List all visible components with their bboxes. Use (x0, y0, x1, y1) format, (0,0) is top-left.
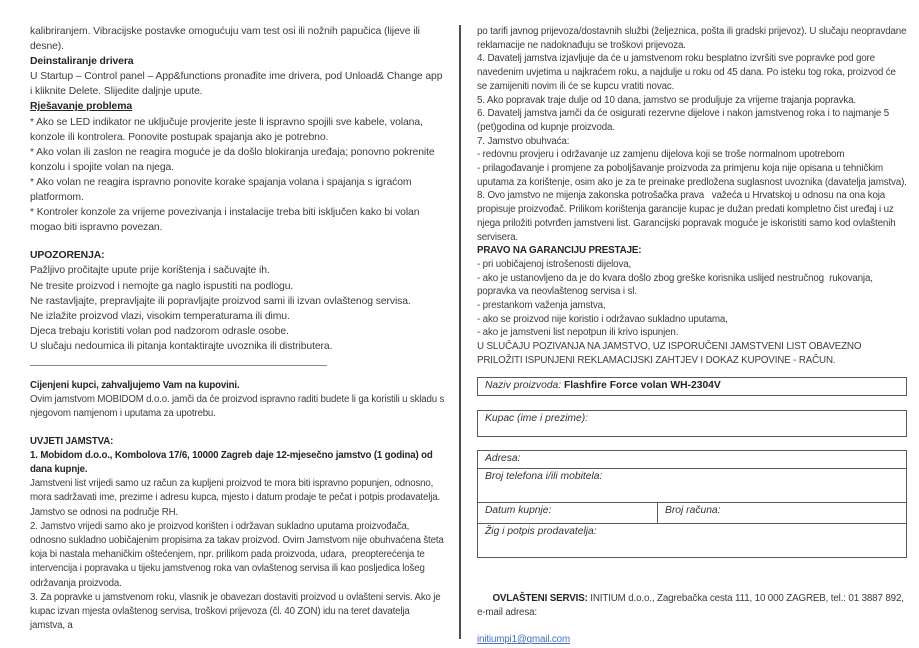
calibration-paragraph: kalibriranjem. Vibracijske postavke omogućuju vam test osi ili nožnih papučica (lijeve ili desne). (30, 26, 423, 53)
claim-notice: U SLUČAJU POZIVANJA NA JAMSTVO, UZ ISPORUČENI JAMSTVENI LIST OBAVEZNO PRILOŽITI ISPUNJENI REKLAMACIJSKI ZAHTJEV I DOKAZ KUPOVINE - RAČUN. (477, 341, 864, 366)
address-label: Adresa: (485, 452, 521, 464)
authorized-service-text: INITIUM d.o.o., Zagrebačka cesta 111, 10 000 ZAGREB, tel.: 01 3887 892, e-mail adresa: (477, 593, 907, 618)
authorized-service-section (477, 579, 907, 648)
warnings-heading: UPOZORENJA: (30, 250, 105, 262)
warranty-term-4: 4. Davatelj jamstva izjavljuje da će u jamstvenom roku besplatno izvršiti sve popravke pod gore navedenim uvjetima u najkraćem roku, a najdulje u roku od 45 dana. Po isteku tog roka, proizvod će se zamijeniti novim ili će se kupcu vratiti novac. (477, 53, 899, 92)
section-divider-line (30, 365, 327, 366)
invoice-number-label: Broj računa: (665, 504, 721, 516)
troubleshooting-item: * Ako volan ili zaslon ne reagira moguće je da došlo blokiranja uređaja; ponovno pokrenite konzolu i spojite volan na njega. (30, 146, 438, 173)
warranty-term-7-item: - prilagođavanje i promjene za poboljšavanje proizvoda za primjenu koja nije opisana u tehničkim uputama za korištenje, osim ako je za te preinake predložena suglasnost uvoznika (davatelja jamstva). (477, 163, 907, 188)
customer-name-field (477, 410, 907, 437)
troubleshooting-item: * Kontroler konzole za vrijeme povezivanja i instalacije treba biti isključen kako bi volan mogao biti ispravno povezan. (30, 207, 423, 234)
troubleshooting-item: * Ako volan ne reagira ispravno ponovite korake spajanja volana i spajanja s igraćom platformom. (30, 176, 415, 204)
product-name-field (477, 377, 907, 396)
address-field (478, 451, 906, 468)
warning-line: Djeca trebaju koristiti volan pod nadzorom odrasle osobe. (30, 325, 289, 337)
spacer (30, 422, 447, 435)
thanks-heading: Cijenjeni kupci, zahvaljujemo Vam na kupovini. (30, 379, 240, 391)
right-text-section (477, 25, 907, 368)
column-divider-line (459, 25, 461, 639)
stamp-signature-label: Žig i potpis prodavatelja: (485, 525, 597, 537)
spacer (30, 235, 447, 248)
warning-line: Ne rastavljajte, prepravljajte ili popravljajte proizvod sami ili izvan ovlaštenog servisa. (30, 295, 411, 307)
warranty-term-7-item: - redovnu provjeru i održavanje uz zamjenu dijelova koji se troše normalnom upotrebom (477, 149, 845, 161)
revocation-item: - pri uobičajenoj istrošenosti dijelova, (477, 258, 632, 270)
left-column (30, 24, 447, 633)
troubleshooting-item: * Ako se LED indikator ne uključuje provjerite jeste li ispravno spojili sve kabele, volana, konzole ili kontrolera. Ponovite postupak spajanja ako je potrebno. (30, 116, 426, 143)
revocation-item: - prestankom važenja jamstva, (477, 300, 606, 312)
warning-line: Ne tresite proizvod i nemojte ga naglo ispustiti na podlogu. (30, 280, 294, 292)
revocation-item: - ako se proizvod nije koristio i održavao sukladno uputama, (477, 313, 728, 325)
customer-name-label: Kupac (ime i prezime): (485, 412, 588, 424)
warranty-term-2: 2. Jamstvo vrijedi samo ako je proizvod korišten i održavan sukladno uputama proizvođača, odnosno sukladno uobičajenim propisima za takav proizvod. Ovim Jamstvom nije obuhvaćena šteta koja bi nastala mehaničkim oštećenjem, npr. prilikom pada proizvoda, udara, preopterećenja te intervencija i popravaka u tijeku jamstvenog roka van ovlaštenog servisa ili kao posljedica lošeg održavanja proizvoda. (30, 520, 447, 589)
product-name-label: Naziv proizvoda: (485, 379, 564, 391)
warranty-term-1-body: Jamstveni list vrijedi samo uz račun za kupljeni proizvod te mora biti ispravno popunjen, odnosno, mora sadržavati ime, prezime i adresu kupca, mjesto i datum prodaje te pečat i potpis prodavatelja. Jamstvo se odnosi na područje RH. (30, 478, 443, 518)
warranty-term-5: 5. Ako popravak traje dulje od 10 dana, jamstvo se produljuje za vrijeme trajanja popravka. (477, 94, 856, 106)
phone-label: Broj telefona i/ili mobitela: (485, 470, 603, 482)
warning-line: Ne izlažite proizvod vlazi, visokim temperaturama ili dimu. (30, 310, 290, 322)
warning-line: Pažljivo pročitajte upute prije korištenja i sačuvajte ih. (30, 265, 270, 277)
revocation-item: - ako je ustanovljeno da je do kvara došlo zbog greške korisnika uslijed nestručnog rukovanja, popravka va neovlaštenog servisa i sl. (477, 272, 876, 298)
product-name-value: Flashfire Force volan WH-2304V (563, 379, 721, 391)
warranty-form (477, 377, 907, 558)
uninstall-driver-paragraph: U Startup – Control panel – App&functions pronađite ime drivera, pod Unload& Change app i kliknite Delete. Slijedite daljnje upute. (30, 71, 446, 98)
service-email-link[interactable]: initiumpi1@gmail.com (477, 634, 570, 646)
authorized-service-label: OVLAŠTENI SERVIS: (492, 593, 588, 605)
warranty-term-7-heading: 7. Jamstvo obuhvaća: (477, 135, 570, 147)
right-column (477, 25, 907, 647)
troubleshooting-heading: Rješavanje problema (30, 101, 133, 113)
invoice-number-field (658, 503, 906, 523)
stamp-signature-field (478, 523, 906, 557)
guarantee-revocation-heading: PRAVO NA GARANCIJU PRESTAJE: (477, 245, 642, 257)
date-invoice-row (478, 502, 906, 523)
revocation-item: - ako je jamstveni list nepotpun ili krivo ispunjen. (477, 327, 679, 339)
left-top-section (30, 24, 447, 354)
warranty-term-3: 3. Za popravke u jamstvenom roku, vlasnik je obavezan dostaviti proizvod u ovlašteni servis. Ako je kupac izvan mjesta ovlaštenog servisa, troškovi prijevoza (čl. 40 ZON) idu na teret davatelja jamstva, a (30, 591, 444, 632)
purchase-date-field (478, 503, 658, 523)
phone-field (478, 468, 906, 502)
thanks-paragraph: Ovim jamstvom MOBIDOM d.o.o. jamči da će proizvod ispravno raditi budete li ga koristili u skladu s njegovom namjenom i uputama za upotrebu. (30, 394, 447, 420)
left-bottom-section (30, 379, 447, 633)
warranty-term-6: 6. Davatelj jamstva jamči da će osigurati rezervne dijelove i nakon jamstvenog roka i to najmanje 5 (pet)godina od kupnje proizvoda. (477, 108, 892, 133)
warranty-term-8: 8. Ovo jamstvo ne mijenja zakonska potrošačka prava važeća u Hrvatskoj u odnosu na ona koja propisuje proizvođač. Prilikom korištenja garancije kupac je dužan predati kompletno čist uređaj i uz njega priložiti potvrđen jamstveni list. Garancijski popravak moguće je iskoristiti samo kod ovlaštenih servisera. (477, 190, 899, 243)
transport-paragraph: po tarifi javnog prijevoza/dostavnih službi (željeznica, pošta ili gradski prijevoz). U slučaju neopravdane reklamacije ne nadoknađuju se troškovi prijevoza. (477, 26, 909, 51)
form-detail-group (477, 450, 907, 558)
warning-line: U slučaju nedoumica ili pitanja kontaktirajte uvoznika ili distributera. (30, 340, 333, 352)
uninstall-driver-heading: Deinstaliranje drivera (30, 56, 134, 68)
warranty-terms-heading: UVJETI JAMSTVA: (30, 435, 114, 447)
purchase-date-label: Datum kupnje: (485, 504, 552, 516)
warranty-term-1-title: 1. Mobidom d.o.o., Kombolova 17/6, 10000 Zagreb daje 12-mjesečno jamstvo (1 godina) od dana kupnje. (30, 449, 436, 475)
